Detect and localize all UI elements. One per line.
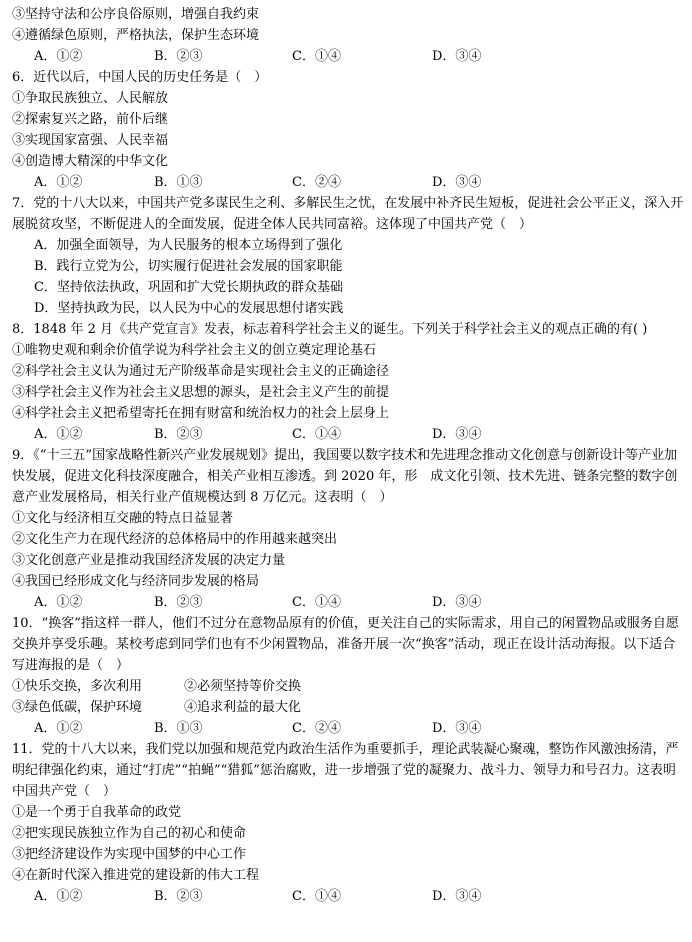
answer-options	[12, 172, 684, 193]
statement-2: ②把实现民族独立作为自己的初心和使命	[12, 826, 247, 841]
option-c: C．①④	[292, 595, 341, 610]
choice-c: C．坚持依法执政，巩固和扩大党长期执政的群众基础	[34, 280, 343, 295]
statement-4: ④遵循绿色原则，严格执法，保护生态环境	[12, 28, 260, 43]
option-b: B．②③	[154, 49, 203, 64]
statement-2: ②文化生产力在现代经济的总体格局中的作用越来越突出	[12, 532, 338, 547]
option-d: D．③④	[432, 49, 482, 64]
choice-a: A．加强全面领导，为人民服务的根本立场得到了强化	[34, 238, 343, 253]
answer-options	[12, 592, 684, 613]
option-a: A．①②	[34, 175, 83, 190]
statement-2: ②探索复兴之路，前仆后继	[12, 112, 169, 127]
statement-2: ②科学社会主义认为通过无产阶级革命是实现社会主义的正确途径	[12, 364, 390, 379]
option-c: C．②④	[292, 175, 341, 190]
option-c: C．①④	[292, 427, 341, 442]
option-b: B．②③	[154, 427, 203, 442]
option-d: D．③④	[432, 427, 482, 442]
statement-4: ④在新时代深入推进党的建设新的伟大工程	[12, 868, 260, 883]
statement-3: ③把经济建设作为实现中国梦的中心工作	[12, 847, 247, 862]
statement-pair	[12, 676, 684, 697]
statement-1: ①文化与经济相互交融的特点日益显著	[12, 511, 234, 526]
option-b: B．②③	[154, 595, 203, 610]
statement-4: ④追求利益的最大化	[184, 700, 302, 715]
option-a: A．①②	[34, 721, 83, 736]
option-d: D．③④	[432, 595, 482, 610]
option-a: A．①②	[34, 595, 83, 610]
statement-pair	[12, 697, 684, 718]
option-d: D．③④	[432, 889, 482, 904]
statement-3: ③科学社会主义作为社会主义思想的源头，是社会主义产生的前提	[12, 385, 390, 400]
option-c: C．①④	[292, 49, 341, 64]
option-a: A．①②	[34, 889, 83, 904]
question-10-stem: 10．“换客”指这样一群人，他们不过分在意物品原有的价值，更关注自己的实际需求，用自己的闲置物品或服务自愿交换并享受乐趣。某校考虑到同学们也有不少闲置物品，准备开展一次“换客”活动，现正在设计活动海报。以下适合写进海报的是（ ）	[12, 616, 679, 673]
option-a: A．①②	[34, 49, 83, 64]
question-11-stem: 11．党的十八大以来，我们党以加强和规范党内政治生活作为重要抓手，理论武装凝心聚魂，整饬作风激浊扬清，严明纪律强化约束，通过“打虎”“拍蝇”“猎狐”惩治腐败，进一步增强了党的凝聚力、战斗力、领导力和号召力。这表明中国共产党（ ）	[12, 742, 679, 799]
statement-3: ③坚持守法和公序良俗原则，增强自我约束	[12, 7, 260, 22]
option-d: D．③④	[432, 175, 482, 190]
option-a: A．①②	[34, 427, 83, 442]
option-b: B．①③	[154, 721, 203, 736]
statement-4: ④创造博大精深的中华文化	[12, 154, 169, 169]
statement-3: ③文化创意产业是推动我国经济发展的决定力量	[12, 553, 286, 568]
answer-options	[12, 718, 684, 739]
option-b: B．②③	[154, 889, 203, 904]
option-c: C．①④	[292, 889, 341, 904]
statement-1: ①是一个勇于自我革命的政党	[12, 805, 182, 820]
choice-b: B．践行立党为公，切实履行促进社会发展的国家职能	[34, 259, 343, 274]
answer-options	[12, 46, 684, 67]
option-d: D．③④	[432, 721, 482, 736]
option-b: B．①③	[154, 175, 203, 190]
question-8-stem: 8．1848 年 2 月《共产党宣言》发表，标志着科学社会主义的诞生。下列关于科学社会主义的观点正确的有( )	[12, 322, 648, 337]
question-9-stem: 9．《“十三五”国家战略性新兴产业发展规划》提出，我国要以数字技术和先进理念推动文化创意与创新设计等产业加快发展，促进文化科技深度融合，相关产业相互渗透。到 2020 年，形 成文化引领、技术先进、链条完整的数字创意产业发展格局，相关行业产值规模达到 8 万亿元。这表明（ ）	[12, 448, 678, 505]
statement-1: ①唯物史观和剩余价值学说为科学社会主义的创立奠定理论基石	[12, 343, 377, 358]
statement-4: ④科学社会主义把希望寄托在拥有财富和统治权力的社会上层身上	[12, 406, 390, 421]
answer-options	[12, 886, 684, 907]
answer-options	[12, 424, 684, 445]
statement-4: ④我国已经形成文化与经济同步发展的格局	[12, 574, 260, 589]
statement-1: ①快乐交换，多次利用	[12, 679, 143, 694]
question-6-stem: 6．近代以后，中国人民的历史任务是（ ）	[12, 70, 268, 85]
option-c: C．②④	[292, 721, 341, 736]
statement-2: ②必须坚持等价交换	[184, 679, 302, 694]
statement-1: ①争取民族独立、人民解放	[12, 91, 169, 106]
statement-3: ③实现国家富强、人民幸福	[12, 133, 169, 148]
statement-3: ③绿色低碳，保护环境	[12, 700, 143, 715]
question-7-stem: 7．党的十八大以来，中国共产党多谋民生之利、多解民生之忧，在发展中补齐民生短板，促进社会公平正义，深入开展脱贫攻坚，不断促进人的全面发展，促进全体人民共同富裕。这体现了中国共产党（ ）	[12, 196, 684, 232]
choice-d: D．坚持执政为民，以人民为中心的发展思想付诸实践	[34, 301, 344, 316]
